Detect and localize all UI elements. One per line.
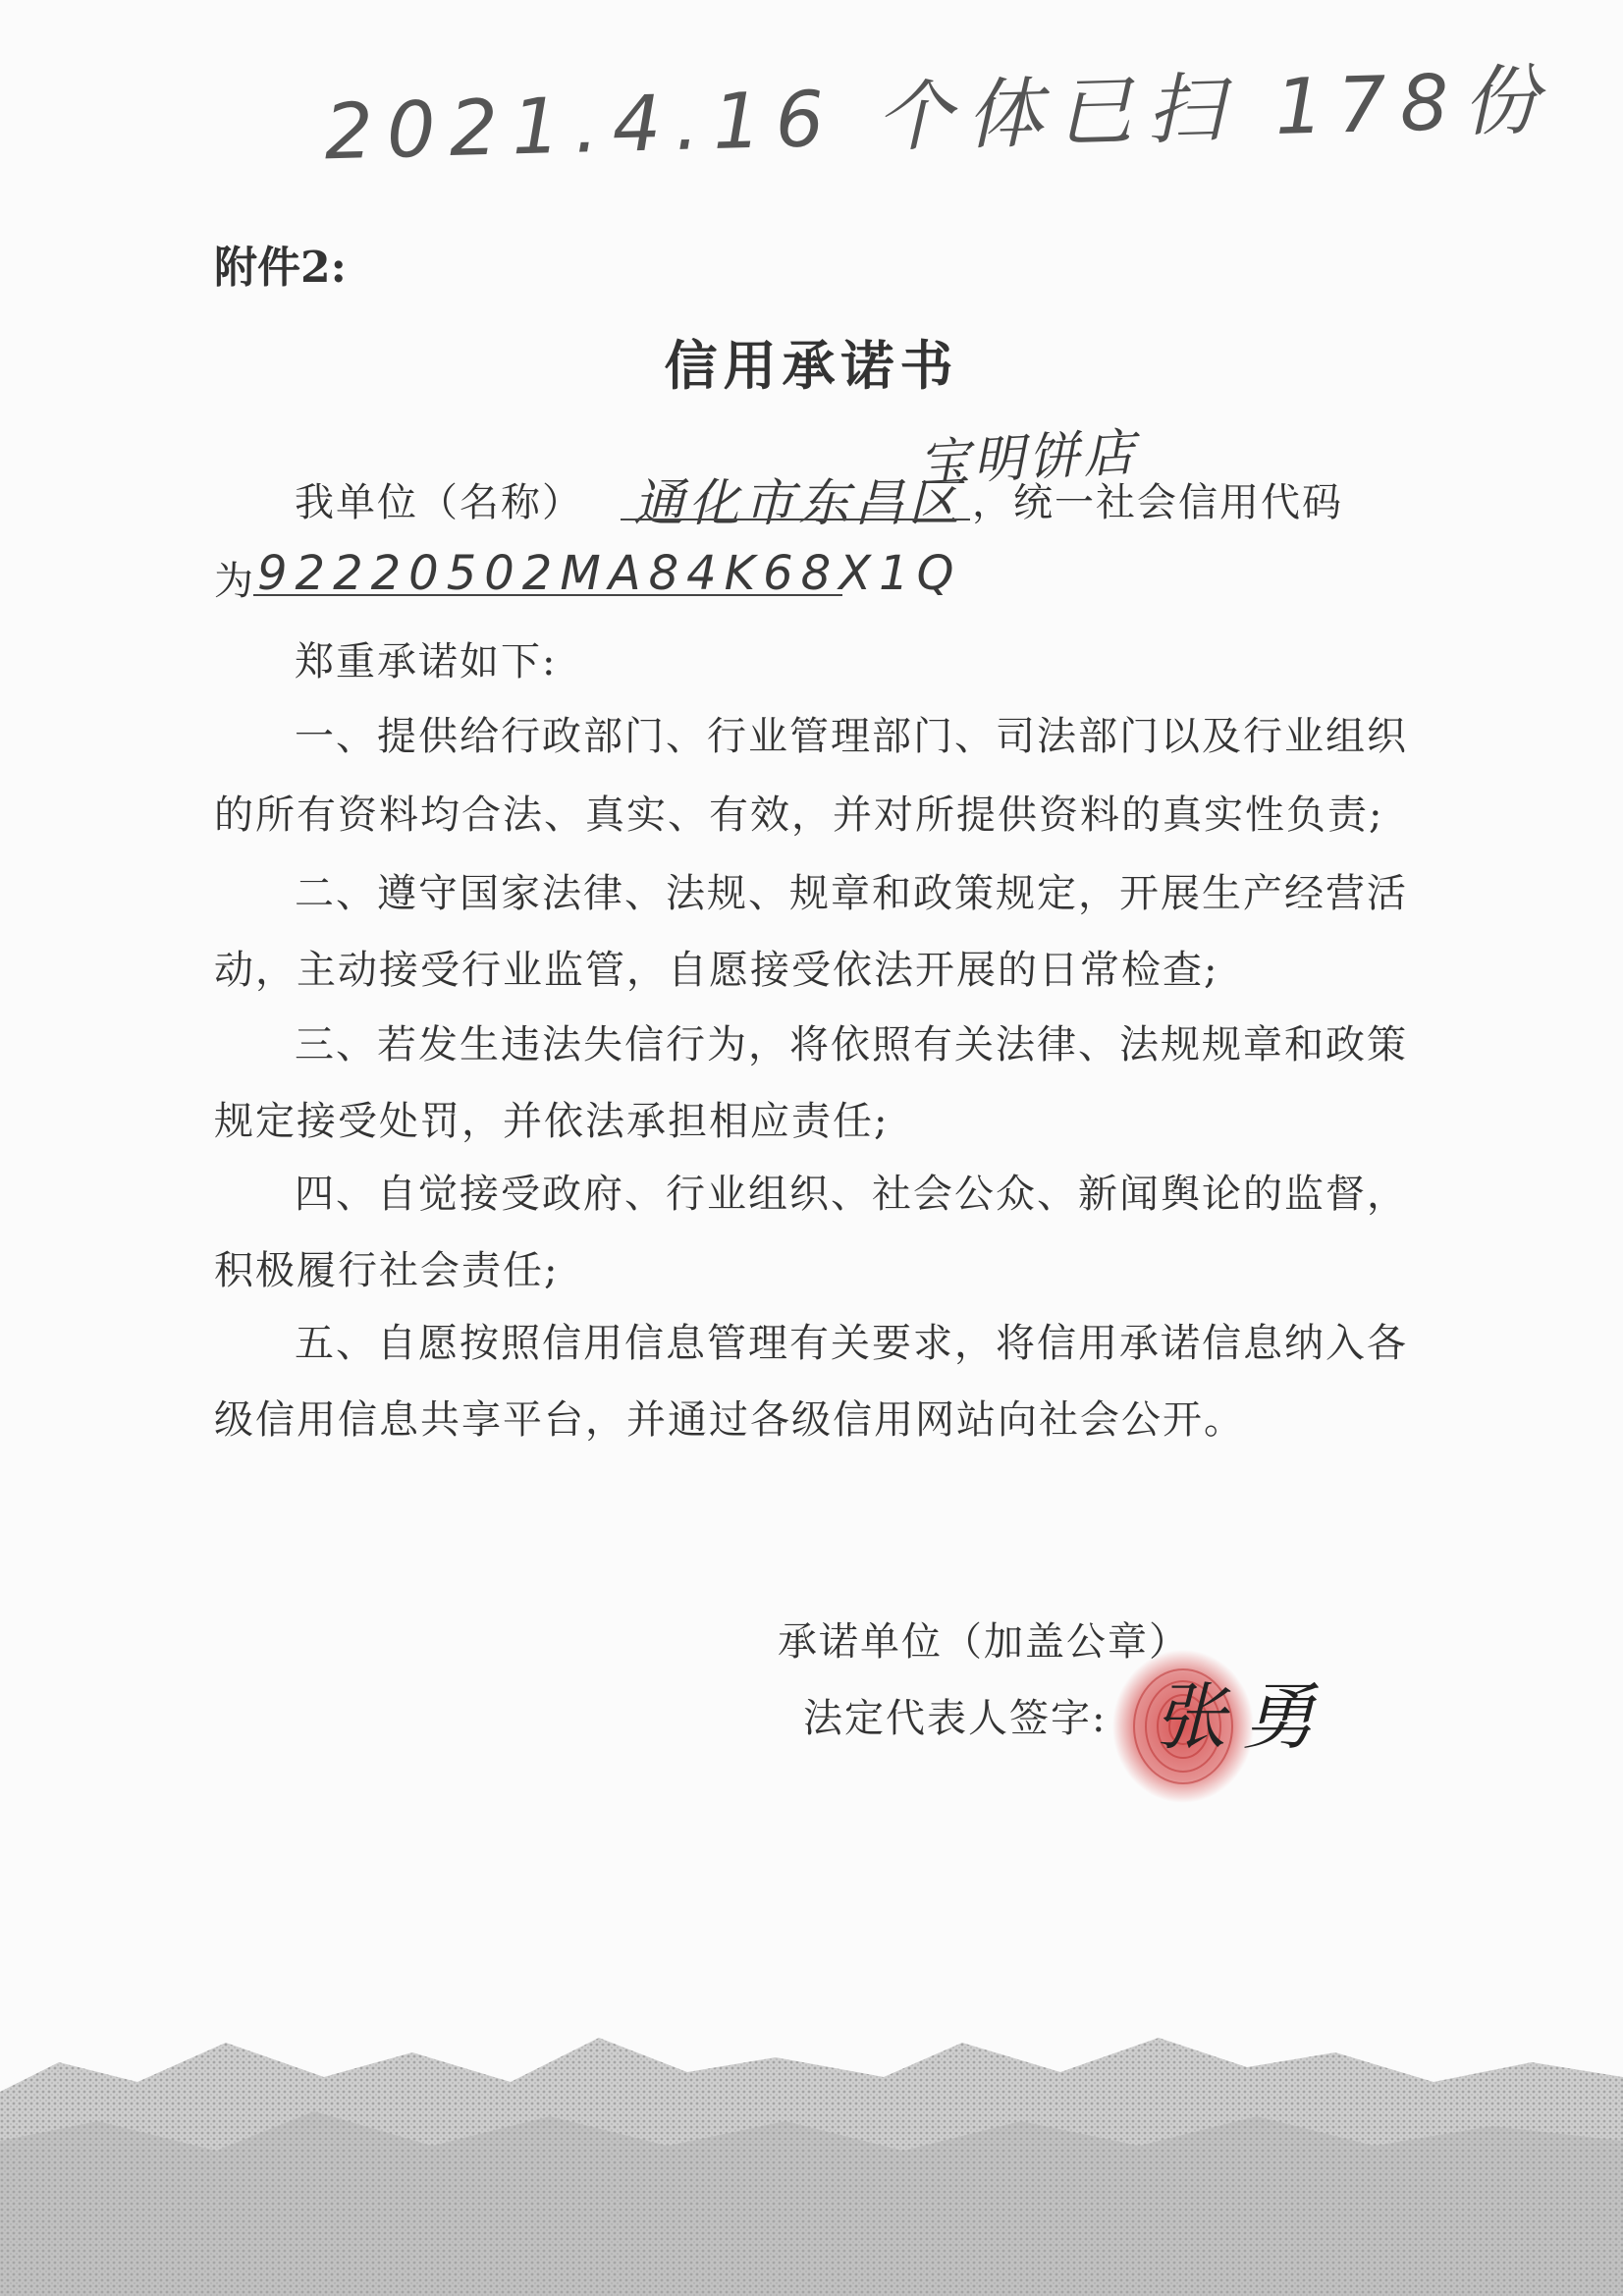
intro-prefix: 我单位（名称） xyxy=(295,480,583,525)
legal-rep-label: 法定代表人签字: xyxy=(803,1696,1108,1741)
attachment-label: 附件2: xyxy=(214,243,347,293)
unit-name-handwritten-2: 宝明饼店 xyxy=(916,423,1140,494)
promise-1-line-2: 的所有资料均合法、真实、有效，并对所提供资料的真实性负责; xyxy=(214,793,1384,838)
promise-4-line-2: 积极履行社会责任; xyxy=(214,1248,560,1293)
credit-code-underline xyxy=(253,594,842,596)
credit-code-handwritten: 92220502MA84K68X1Q xyxy=(257,546,962,601)
promise-5-line-2: 级信用信息共享平台，并通过各级信用网站向社会公开。 xyxy=(214,1397,1245,1443)
promise-3-line-2: 规定接受处罚，并依法承担相应责任; xyxy=(214,1099,890,1144)
code-prefix: 为 xyxy=(214,559,255,604)
promise-3-line-1: 三、若发生违法失信行为，将依照有关法律、法规规章和政策 xyxy=(295,1022,1408,1067)
intro-suffix: ，统一社会信用代码 xyxy=(972,480,1343,525)
legal-rep-signature: 张勇 xyxy=(1154,1675,1330,1760)
promise-2-line-1: 二、遵守国家法律、法规、规章和政策规定，开展生产经营活 xyxy=(295,871,1408,916)
promise-4-line-1: 四、自觉接受政府、行业组织、社会公众、新闻舆论的监督， xyxy=(295,1172,1408,1217)
promise-1-line-1: 一、提供给行政部门、行业管理部门、司法部门以及行业组织 xyxy=(295,714,1408,759)
seal-label: 承诺单位（加盖公章） xyxy=(778,1619,1190,1665)
solemn-line: 郑重承诺如下: xyxy=(295,639,558,684)
promise-2-line-2: 动，主动接受行业监管，自愿接受依法开展的日常检查; xyxy=(214,948,1219,993)
promise-5-line-1: 五、自愿按照信用信息管理有关要求，将信用承诺信息纳入各 xyxy=(295,1321,1408,1366)
scan-footer-texture xyxy=(0,1984,1623,2296)
unit-name-underline xyxy=(621,519,970,520)
handwritten-scan-note: 2021.4.16 个体已扫 178份 xyxy=(323,56,1554,178)
document-title: 信用承诺书 xyxy=(664,334,959,397)
unit-name-handwritten: 通化市东昌区 xyxy=(633,474,964,533)
